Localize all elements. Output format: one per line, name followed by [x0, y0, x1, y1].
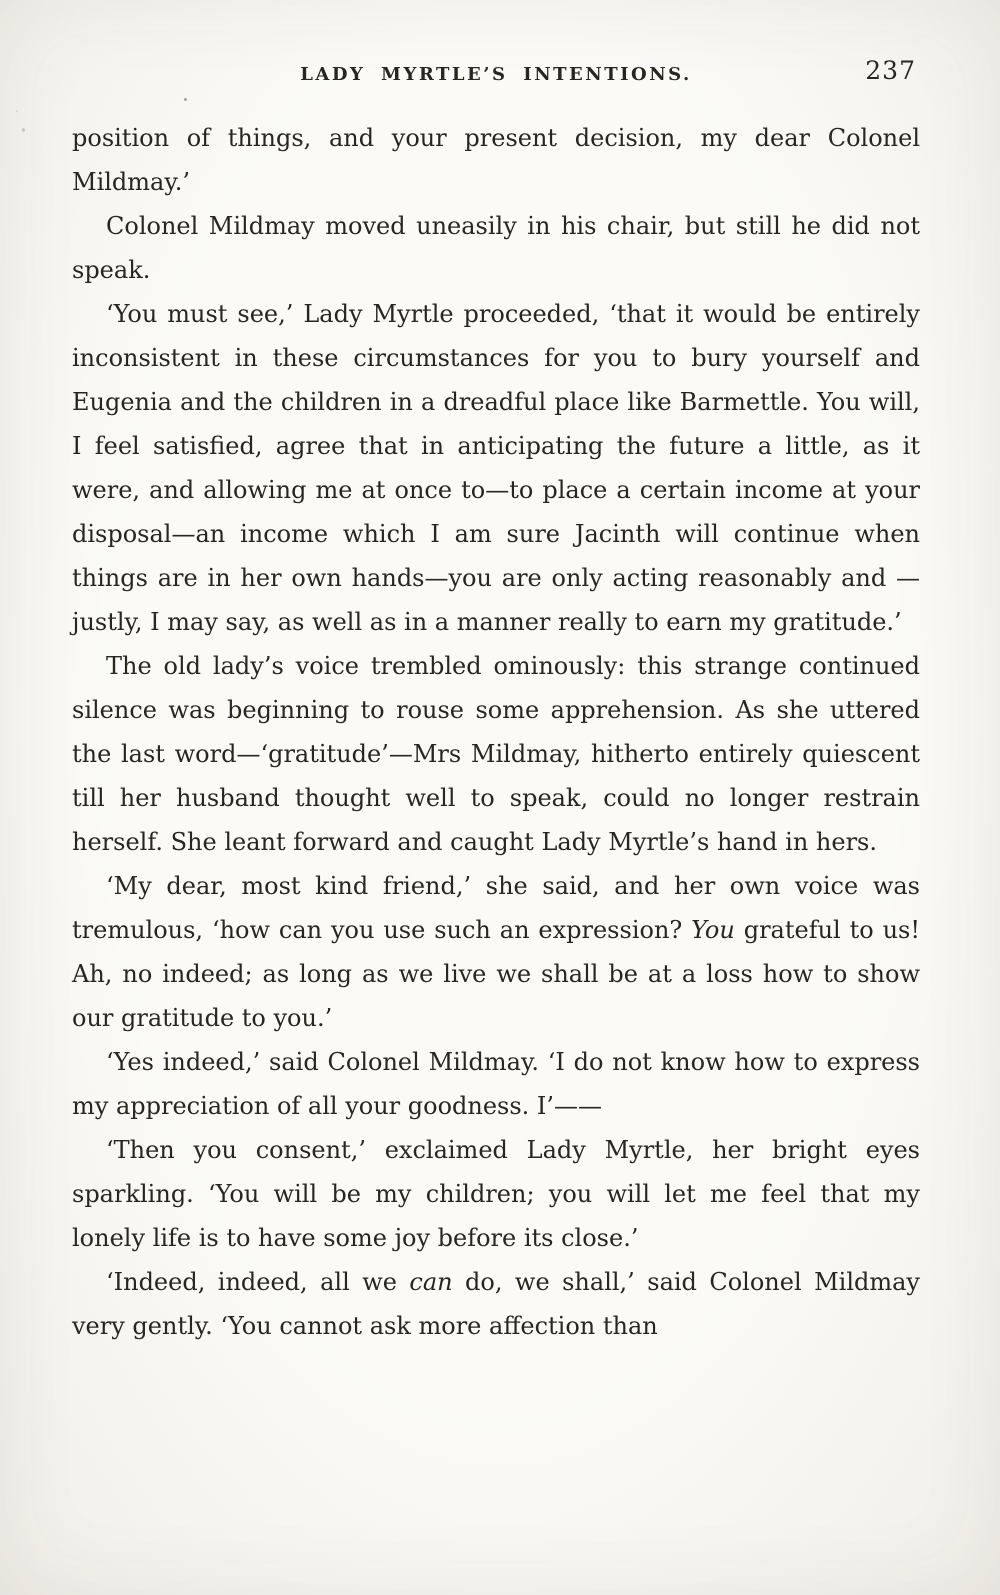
page-number: 237 [865, 56, 916, 85]
text-run: position of things, and your present decision, my dear Colonel Mildmay.’ [72, 124, 920, 196]
text-run: ‘You must see,’ Lady Myrtle proceeded, ‘that it would be entirely inconsistent in these circumstances for you to bury yourself and Eugenia and the children in a dreadful place like Barmettle. You will, I feel satisfied, agree that in anticipating the future a little, as it were, and allowing me at once to—to place a certain income at your disposal—an income which I am sure Jacinth will continue when things are in her own hands—you are only acting reasonably and —justly, I may say, as well as in a manner really to earn my gratitude.’ [72, 300, 920, 636]
paragraph [72, 1260, 920, 1348]
page-body [72, 116, 920, 1348]
text-run: ‘My dear, most kind friend,’ she said, and her own voice was tremulous, ‘how can you use such an expression? [72, 872, 920, 944]
text-run: ‘Yes indeed,’ said Colonel Mildmay. ‘I do not know how to express my appreciation of all your goodness. I’—— [72, 1048, 920, 1120]
text-run: ‘Then you consent,’ exclaimed Lady Myrtle, her bright eyes sparkling. ‘You will be my children; you will let me feel that my lonely life is to have some joy before its close.’ [72, 1136, 920, 1252]
text-run: do, we shall,’ said Colonel Mildmay very gently. ‘You cannot ask more affection than [72, 1268, 920, 1340]
paragraph [72, 292, 920, 644]
text-run: ‘Indeed, indeed, all we [106, 1268, 410, 1296]
text-run: grateful to us! Ah, no indeed; as long as we live we shall be at a loss how to show our gratitude to you.’ [72, 916, 920, 1032]
paragraph [72, 1040, 920, 1128]
text-run: Colonel Mildmay moved uneasily in his chair, but still he did not speak. [72, 212, 920, 284]
paragraph [72, 864, 920, 1040]
text-run: The old lady’s voice trembled ominously: this strange continued silence was beginning to rouse some apprehension. As she uttered the last word—‘gratitude’—Mrs Mildmay, hitherto entirely quiescent till her husband thought well to speak, could no longer restrain herself. She leant forward and caught Lady Myrtle’s hand in hers. [72, 652, 920, 856]
scan-speck [16, 110, 18, 112]
paragraph [72, 644, 920, 864]
paragraph [72, 1128, 920, 1260]
italic-text-run: can [409, 1268, 453, 1296]
italic-text-run: You [691, 916, 735, 944]
page-header [72, 56, 920, 102]
running-title: LADY MYRTLE’S INTENTIONS. [300, 64, 692, 85]
scan-speck [22, 128, 25, 132]
paragraph [72, 116, 920, 204]
paragraph [72, 204, 920, 292]
